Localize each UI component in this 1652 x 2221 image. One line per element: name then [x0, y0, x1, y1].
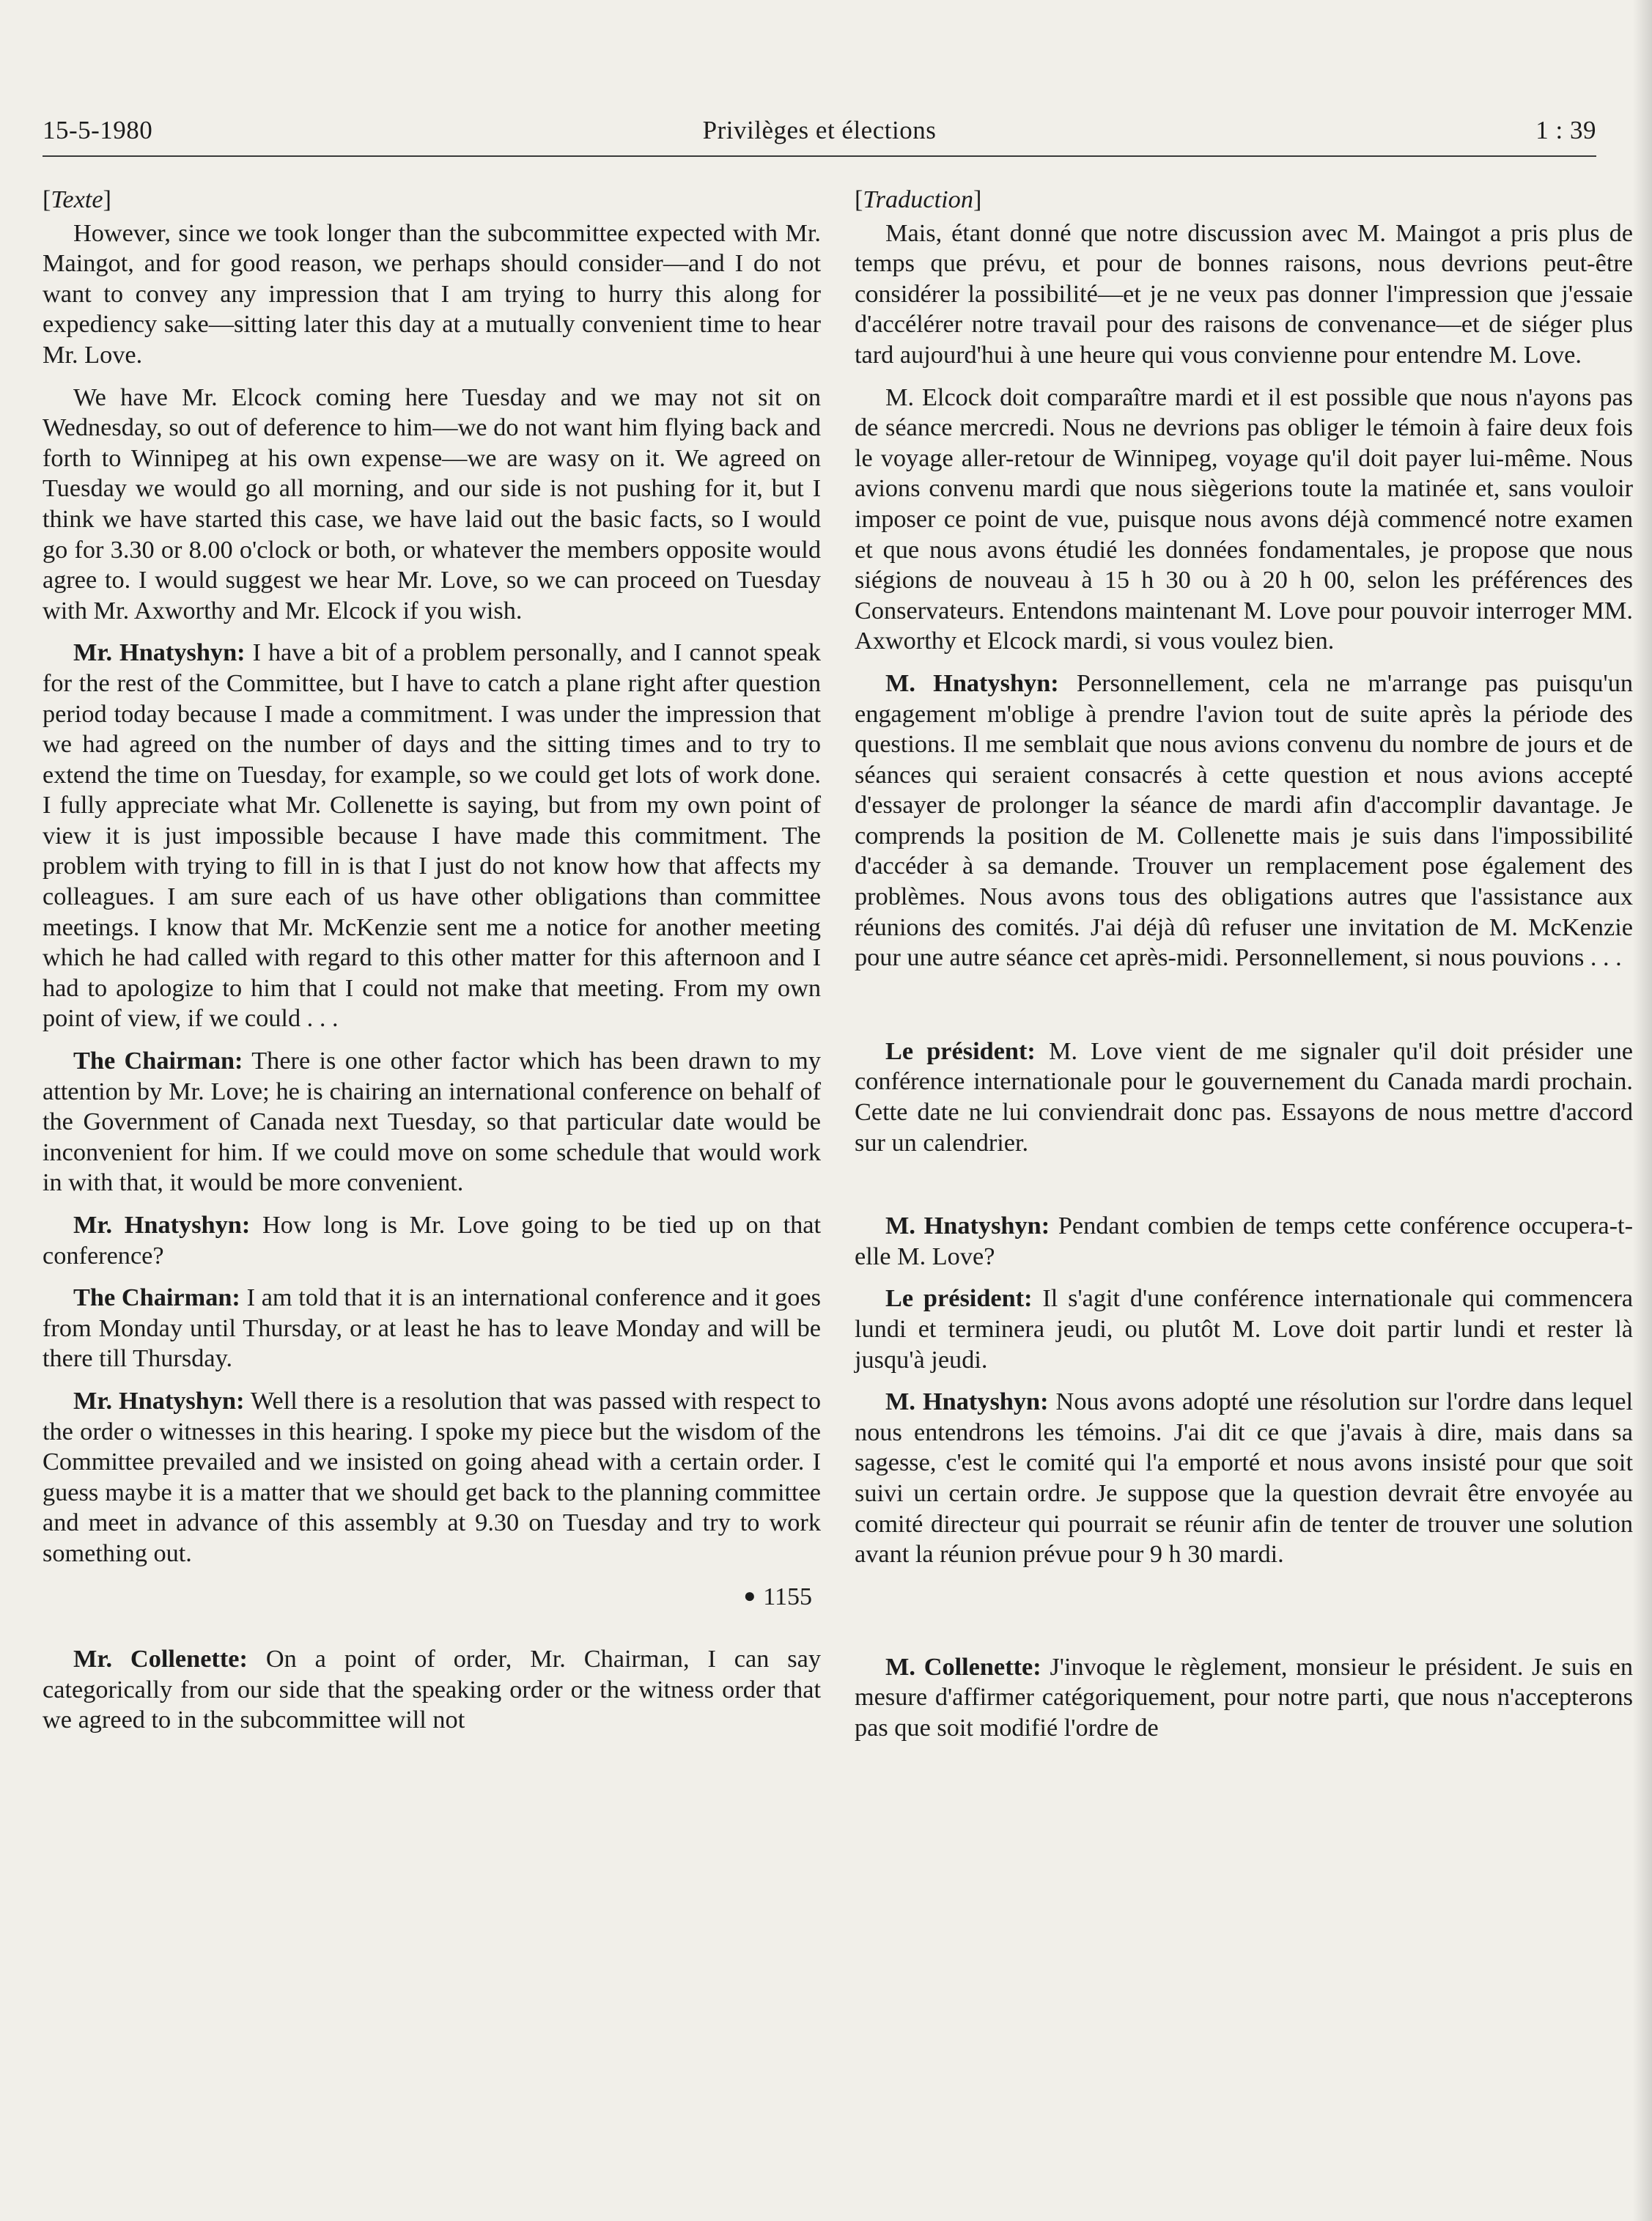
- page-header: [43, 110, 1596, 157]
- paragraph: [855, 1036, 1633, 1158]
- speech-text: I have a bit of a problem personally, and I cannot speak for the rest of the Committee, but I have to catch a plane right after question period today because I made a commitment. I was under the impression that we had agreed on the number of days and the sitting times and to try to extend the time on Tuesday, for example, so we could get lots of work done. I fully appreciate what Mr. Collenette is saying, but from my own point of view it is just impossible because I have made this commitment. The problem with trying to fill in is that I just do not know how that affects my colleagues. I am sure each of us have other obligations than committee meetings. I know that Mr. McKenzie sent me a notice for another meeting which he had called with regard to this other matter for this afternoon and I had to apologize to him that I could not make that meeting. From my own point of view, if we could . . .: [43, 638, 821, 1033]
- section-label: [Texte]: [43, 185, 111, 213]
- paragraph: [43, 1046, 821, 1198]
- speech-text: I am told that it is an international conference and it goes from Monday until Thursday, or at least he has to leave Monday and will be there till Thursday.: [43, 1283, 821, 1373]
- paragraph: We have Mr. Elcock coming here Tuesday and we may not sit on Wednesday, so out of deference to him—we do not want him flying back and forth to Winnipeg at his own expense—we are wasy on it. We agreed on Tuesday we would go all morning, and our side is not pushing for it, but I think we have started this case, we have laid out the basic facts, so I would go for 3.30 or 8.00 o'clock or both, or whatever the members opposite would agree to. I would suggest we hear Mr. Love, so we can proceed on Tuesday with Mr. Axworthy and Mr. Elcock if you wish.: [43, 383, 821, 625]
- paragraph: [855, 1211, 1633, 1272]
- speaker-name: Mr. Hnatyshyn:: [73, 1386, 245, 1415]
- paragraph: M. Elcock doit comparaître mardi et il est possible que nous n'ayons pas de séance mercredi. Nous ne devrions pas obliger le témoin à faire deux fois le voyage aller-retour de Winnipeg, voyage qu'il doit payer lui-même. Nous avions convenu mardi que nous siègerions toute la matinée et, sans vouloir imposer ce point de vue, puisque nous avons déjà commencé notre examen et que nous avons étudié les données fondamentales, je propose que nous siégions de nouveau à 15 h 30 ou à 20 h 00, selon les préférences des Conservateurs. Entendons maintenant M. Love pour pouvoir interroger MM. Axworthy et Elcock mardi, si vous voulez bien.: [855, 383, 1633, 655]
- paragraph: [855, 1652, 1633, 1744]
- paragraph: [855, 1283, 1633, 1375]
- paragraph: Mais, étant donné que notre discussion avec M. Maingot a pris plus de temps que prévu, et pour de bonnes raisons, nous devrions peut-être considérer la possibilité—et je ne veux pas donner l'impression que j'essaie d'accélérer notre travail pour des raisons de convenance—et de siéger plus tard aujourd'hui à une heure qui vous convienne pour entendre M. Love.: [855, 218, 1633, 369]
- speaker-name: Mr. Collenette:: [73, 1645, 248, 1673]
- section-label: [Traduction]: [855, 185, 982, 213]
- speech-text: Pendant combien de temps cette conférence occupera-t-elle M. Love?: [855, 1212, 1633, 1270]
- paragraph: [43, 1386, 821, 1569]
- speech-text: M. Love vient de me signaler qu'il doit présider une conférence internationale pour le gouvernement du Canada mardi prochain. Cette date ne lui conviendrait donc pas. Essayons de nous mettre d'accord sur un calendrier.: [855, 1036, 1633, 1157]
- bullet-icon: ●: [743, 1584, 756, 1607]
- speech-text: Il s'agit d'une conférence internationale qui commencera lundi et terminera jeudi, ou plutôt M. Love doit partir lundi et rester là jusqu'à jeudi.: [855, 1284, 1633, 1374]
- speaker-name: The Chairman:: [73, 1047, 243, 1075]
- english-column: [43, 185, 821, 1747]
- speaker-name: Mr. Hnatyshyn:: [73, 638, 246, 667]
- speech-text: Nous avons adopté une résolution sur l'ordre dans lequel nous entendrons les témoins. J'ai dit ce que j'avais à dire, mais dans sa sagesse, c'est le comité qui l'a emporté et nous avons insisté pour que soit suivi un certain ordre. Je suppose que la question devrait être envoyée au comité directeur qui pourrait se réunir afin de tenter de trouver une solution avant la réunion prévue pour 9 h 30 mardi.: [855, 1388, 1633, 1569]
- header-page-number: 1 : 39: [1535, 116, 1596, 144]
- speaker-name: Mr. Hnatyshyn:: [73, 1211, 251, 1239]
- header-date: 15-5-1980: [43, 116, 153, 144]
- paragraph: [43, 1644, 821, 1736]
- french-column: [855, 185, 1633, 1756]
- speech-text: On a point of order, Mr. Chairman, I can say categorically from our side that the speaking order or the witness order that we agreed to in the subcommittee will not: [43, 1645, 822, 1734]
- speech-text: Well there is a resolution that was passed with respect to the order o witnesses in this hearing. I spoke my piece but the wisdom of the Committee prevailed and we insisted on going ahead with a certain order. I guess maybe it is a matter that we should get back to the planning committee and meet in advance of this assembly at 9.30 on Tuesday and try to work something out.: [43, 1386, 821, 1567]
- paragraph: [855, 668, 1633, 973]
- speech-text: There is one other factor which has been drawn to my attention by Mr. Love; he is chairing an international conference on behalf of the Government of Canada next Tuesday, so that particular date would be inconvenient for him. If we could move on some schedule that would work in with that, it would be more convenient.: [43, 1047, 821, 1197]
- speaker-name: M. Collenette:: [885, 1652, 1041, 1681]
- speaker-name: M. Hnatyshyn:: [885, 1212, 1050, 1240]
- page-edge-shadow: [1633, 0, 1652, 2221]
- timestamp: ● 1155: [743, 1583, 812, 1610]
- paragraph: However, since we took longer than the subcommittee expected with Mr. Maingot, and for good reason, we perhaps should consider—and I do not want to convey any impression that I am trying to hurry this along for expediency sake—sitting later this day at a mutually convenient time to hear Mr. Love.: [43, 218, 821, 369]
- paragraph: [43, 1210, 821, 1271]
- speech-text: How long is Mr. Love going to be tied up on that conference?: [43, 1211, 821, 1270]
- speaker-name: Le président:: [885, 1284, 1033, 1313]
- paragraph: [855, 1387, 1633, 1570]
- header-title: Privilèges et élections: [702, 116, 937, 144]
- speech-text: Personnellement, cela ne m'arrange pas puisqu'un engagement m'oblige à prendre l'avion tout de suite après la période des questions. Il me semblait que nous avions convenu du nombre de jours et de séances qui seraient consacrés à cette question et nous avions accepté d'essayer de prolonger la séance de mardi afin d'accomplir davantage. Je comprends la position de M. Collenette mais je suis dans l'impossibilité d'accéder à sa demande. Trouver un remplacement pose également des problèmes. Nous avons tous des obligations autres que l'assistance aux réunions des comités. J'ai déjà dû refuser une invitation de M. McKenzie pour une autre séance cet après-midi. Personnellement, si nous pouvions . . .: [855, 668, 1633, 972]
- speaker-name: The Chairman:: [73, 1283, 240, 1312]
- speaker-name: Le président:: [885, 1036, 1036, 1065]
- paragraph: [43, 638, 821, 1034]
- paragraph: [43, 1283, 821, 1374]
- speaker-name: M. Hnatyshyn:: [885, 1388, 1049, 1416]
- speech-text: J'invoque le règlement, monsieur le président. Je suis en mesure d'affirmer catégoriquement, pour notre parti, que nous n'accepterons pas que soit modifié l'ordre de: [855, 1652, 1633, 1742]
- speaker-name: M. Hnatyshyn:: [885, 668, 1059, 697]
